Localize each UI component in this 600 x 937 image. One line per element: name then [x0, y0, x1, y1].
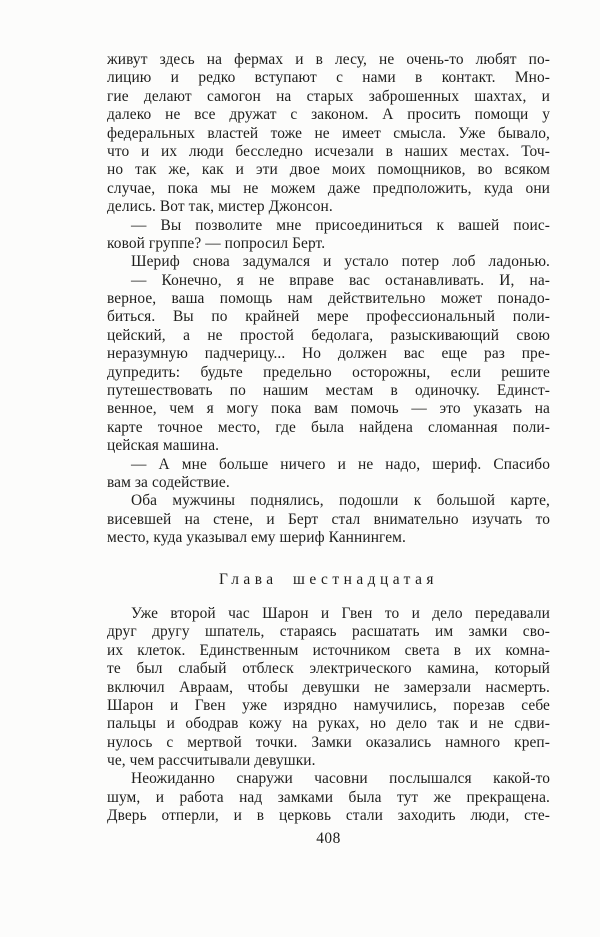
text-line: че, чем рассчитывали девушки. [107, 752, 316, 770]
text-line: Дверь отперли, и в церковь стали заходить люди, сте- [107, 807, 550, 825]
text-line: что и их люди бесследно исчезали в наших местах. Точ- [107, 142, 550, 160]
page-text-top [107, 51, 550, 548]
text-line: ковой группе? — попросил Берт. [107, 234, 326, 252]
text-line: карте точное место, где была найдена сломанная поли- [107, 418, 550, 436]
text-line: делись. Вот так, мистер Джонсон. [107, 198, 333, 216]
text-line: друг другу шпатель, стараясь расшатать им замки сво- [107, 623, 550, 641]
text-line: Шериф снова задумался и устало потер лоб ладонью. [131, 253, 550, 271]
text-line: — А мне больше ничего и не надо, шериф. Спасибо [131, 455, 550, 473]
text-line: лицию и редко вступают с нами в контакт. Мно- [107, 69, 550, 87]
text-line: место, куда указывал ему шериф Каннингем. [107, 529, 406, 547]
text-line: Уже второй час Шарон и Гвен то и дело передавали [131, 604, 550, 622]
text-line: случае, пока мы не можем даже предположить, куда они [107, 179, 550, 197]
text-line: пальцы и ободрав кожу на руках, но дело так и не сдви- [107, 715, 550, 733]
text-line: — Вы позволите мне присоединиться к вашей поис- [131, 216, 550, 234]
text-line: верное, ваша помощь нам действительно может понадо- [107, 290, 550, 308]
text-line: вам за содействие. [107, 473, 230, 491]
text-line: федеральных властей тоже не имеет смысла. Уже бывало, [107, 124, 550, 142]
text-line: дупредить: будьте предельно осторожны, если решите [107, 363, 550, 381]
text-line: Оба мужчины поднялись, подошли к большой карте, [131, 492, 550, 510]
text-line: живут здесь на фермах и в лесу, не очень-то любят по- [107, 51, 550, 68]
text-line: гие делают самогон на старых заброшенных шахтах, и [107, 87, 550, 105]
page-text-bottom [107, 605, 550, 826]
text-line: биться. Вы по крайней мере профессиональный поли- [107, 308, 550, 326]
page-number: 408 [316, 829, 341, 847]
text-line: нулось с мертвой точки. Замки оказались намного креп- [107, 733, 550, 751]
text-line: — Конечно, я не вправе вас останавливать. И, на- [131, 271, 550, 289]
text-line: шум, и работа над замками была тут же прекращена. [107, 788, 550, 806]
text-line: путешествовать по нашим местам в одиночку. Единст- [107, 382, 550, 400]
text-line: включил Авраам, чтобы девушки не замерзали насмерть. [107, 678, 550, 696]
text-line: далеко не все дружат с законом. А просить помощи у [107, 106, 550, 124]
text-line: Неожиданно снаружи часовни послышался какой-то [131, 770, 550, 788]
text-line: цейская машина. [107, 437, 220, 455]
text-line: но так же, как и эти двое моих помощников, во всяком [107, 161, 550, 179]
text-line: Шарон и Гвен уже изрядно намучились, порезав себе [107, 696, 550, 714]
text-line: цейский, а не простой бедолага, разыскивающий свою [107, 326, 550, 344]
text-line: неразумную падчерицу... Но должен вас еще раз пре- [107, 345, 550, 363]
text-line: их клеток. Единственным источником света в их комна- [107, 641, 550, 659]
text-line: те был слабый отблеск электрического камина, который [107, 660, 550, 678]
text-line: венное, чем я могу пока вам помочь — это указать на [107, 400, 550, 418]
text-line: висевшей на стене, и Берт стал внимательно изучать то [107, 510, 550, 528]
chapter-heading: Глава шестнадцатая [218, 570, 438, 588]
